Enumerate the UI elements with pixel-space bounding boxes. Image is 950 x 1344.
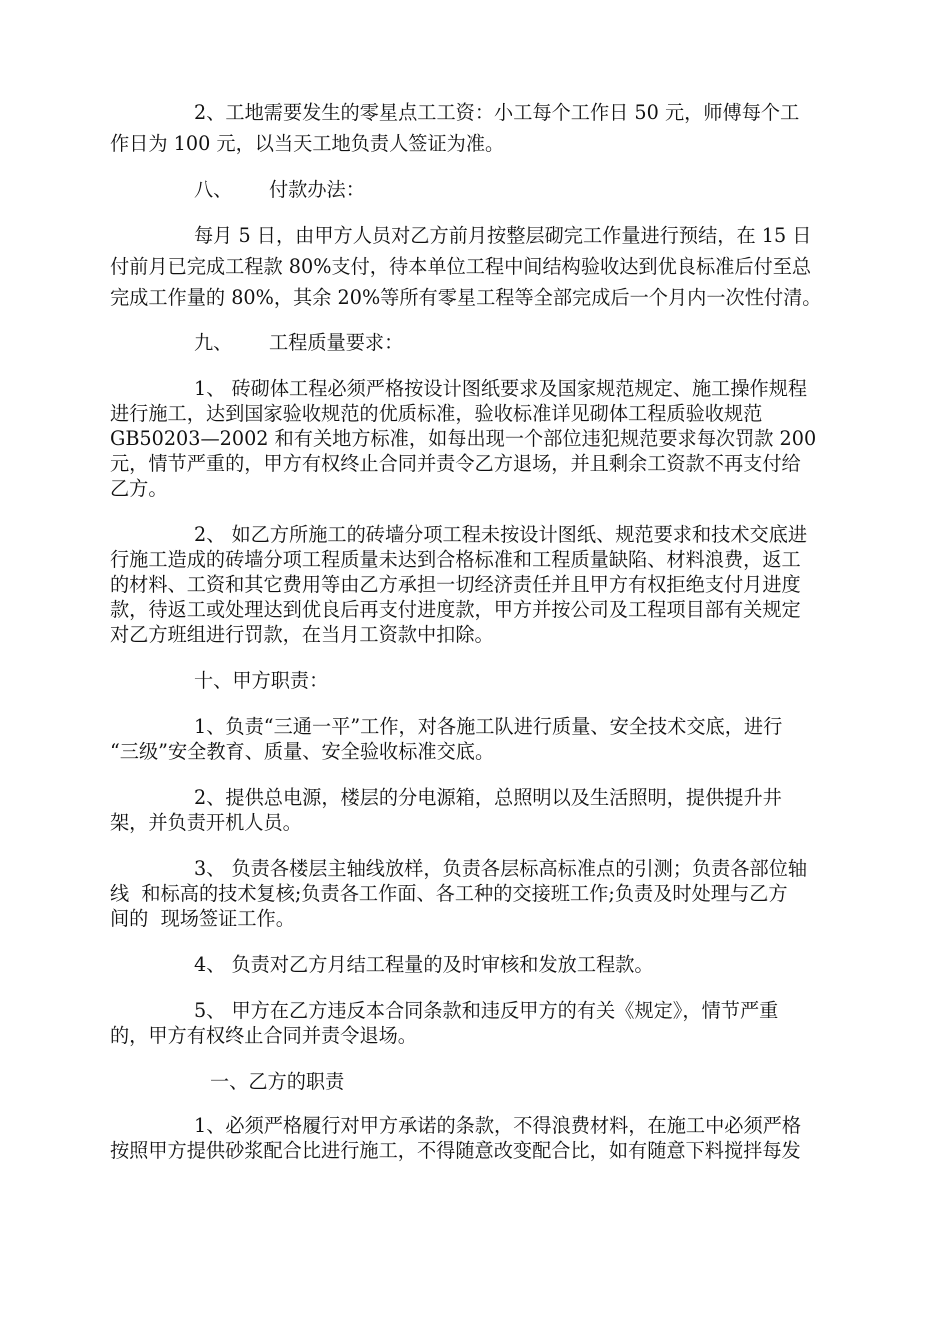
- paragraph-duty-3-line-3: 间的 现场签证工作。: [110, 907, 295, 930]
- section-heading-payment: 八、 付款办法：: [194, 178, 365, 201]
- paragraph-quality-2-line-4: 款，待返工或处理达到优良后再支付进度款，甲方并按公司及工程项目部有关规定: [110, 598, 801, 621]
- paragraph-labor-wage-line-2: 作日为 100 元，以当天工地负责人签证为准。: [110, 132, 505, 155]
- paragraph-duty-3-line-1: 3、 负责各楼层主轴线放样，负责各层标高标准点的引测；负责各部位轴: [194, 857, 808, 880]
- paragraph-duty-5-line-1: 5、 甲方在乙方违反本合同条款和违反甲方的有关《规定》，情节严重: [194, 999, 779, 1022]
- paragraph-duty-1-line-2: “三级”安全教育、质量、安全验收标准交底。: [110, 740, 495, 763]
- section-heading-party-b-duties: 一、乙方的职责: [210, 1070, 345, 1093]
- paragraph-duty-5-line-2: 的，甲方有权终止合同并责令退场。: [110, 1024, 417, 1047]
- paragraph-duty-1-line-1: 1、负责“三通一平”工作，对各施工队进行质量、安全技术交底，进行: [194, 715, 783, 738]
- paragraph-payment-line-3: 完成工作量的 80%，其余 20%等所有零星工程等全部完成后一个月内一次性付清。: [110, 286, 822, 309]
- paragraph-quality-2-line-1: 2、 如乙方所施工的砖墙分项工程未按设计图纸、规范要求和技术交底进: [194, 523, 808, 546]
- section-heading-quality: 九、 工程质量要求：: [194, 331, 404, 354]
- paragraph-quality-1-line-3: GB50203—2002 和有关地方标准，如每出现一个部位违犯规范要求每次罚款 200: [110, 427, 817, 450]
- paragraph-duty-2-line-2: 架，并负责开机人员。: [110, 811, 302, 834]
- paragraph-quality-1-line-1: 1、 砖砌体工程必须严格按设计图纸要求及国家规范规定、施工操作规程: [194, 377, 808, 400]
- paragraph-duty-4-line-1: 4、 负责对乙方月结工程量的及时审核和发放工程款。: [194, 953, 654, 976]
- paragraph-party-b-1-line-2: 按照甲方提供砂浆配合比进行施工，不得随意改变配合比，如有随意下料搅拌每发: [110, 1139, 801, 1162]
- paragraph-quality-1-line-2: 进行施工，达到国家验收规范的优质标准，验收标准详见砌体工程质验收规范: [110, 402, 763, 425]
- paragraph-quality-2-line-3: 的材料、工资和其它费用等由乙方承担一切经济责任并且甲方有权拒绝支付月进度: [110, 573, 801, 596]
- paragraph-duty-3-line-2: 线 和标高的技术复核;负责各工作面、各工种的交接班工作;负责及时处理与乙方: [110, 882, 788, 905]
- paragraph-duty-2-line-1: 2、提供总电源，楼层的分电源箱，总照明以及生活照明，提供提升井: [194, 786, 782, 809]
- section-heading-party-a-duties: 十、甲方职责：: [194, 669, 329, 692]
- paragraph-labor-wage-line-1: 2、工地需要发生的零星点工工资：小工每个工作日 50 元，师傅每个工: [194, 101, 800, 124]
- paragraph-payment-line-2: 付前月已完成工程款 80%支付，待本单位工程中间结构验收达到优良标准后付至总: [110, 255, 812, 278]
- paragraph-quality-1-line-4: 元，情节严重的，甲方有权终止合同并责令乙方退场，并且剩余工资款不再支付给: [110, 452, 801, 475]
- paragraph-quality-2-line-5: 对乙方班组进行罚款，在当月工资款中扣除。: [110, 623, 494, 646]
- paragraph-payment-line-1: 每月 5 日，由甲方人员对乙方前月按整层砌完工作量进行预结，在 15 日: [194, 224, 812, 247]
- paragraph-party-b-1-line-1: 1、必须严格履行对甲方承诺的条款，不得浪费材料，在施工中必须严格: [194, 1114, 802, 1137]
- paragraph-quality-2-line-2: 行施工造成的砖墙分项工程质量未达到合格标准和工程质量缺陷、材料浪费，返工: [110, 548, 801, 571]
- paragraph-quality-1-line-5: 乙方。: [110, 477, 168, 500]
